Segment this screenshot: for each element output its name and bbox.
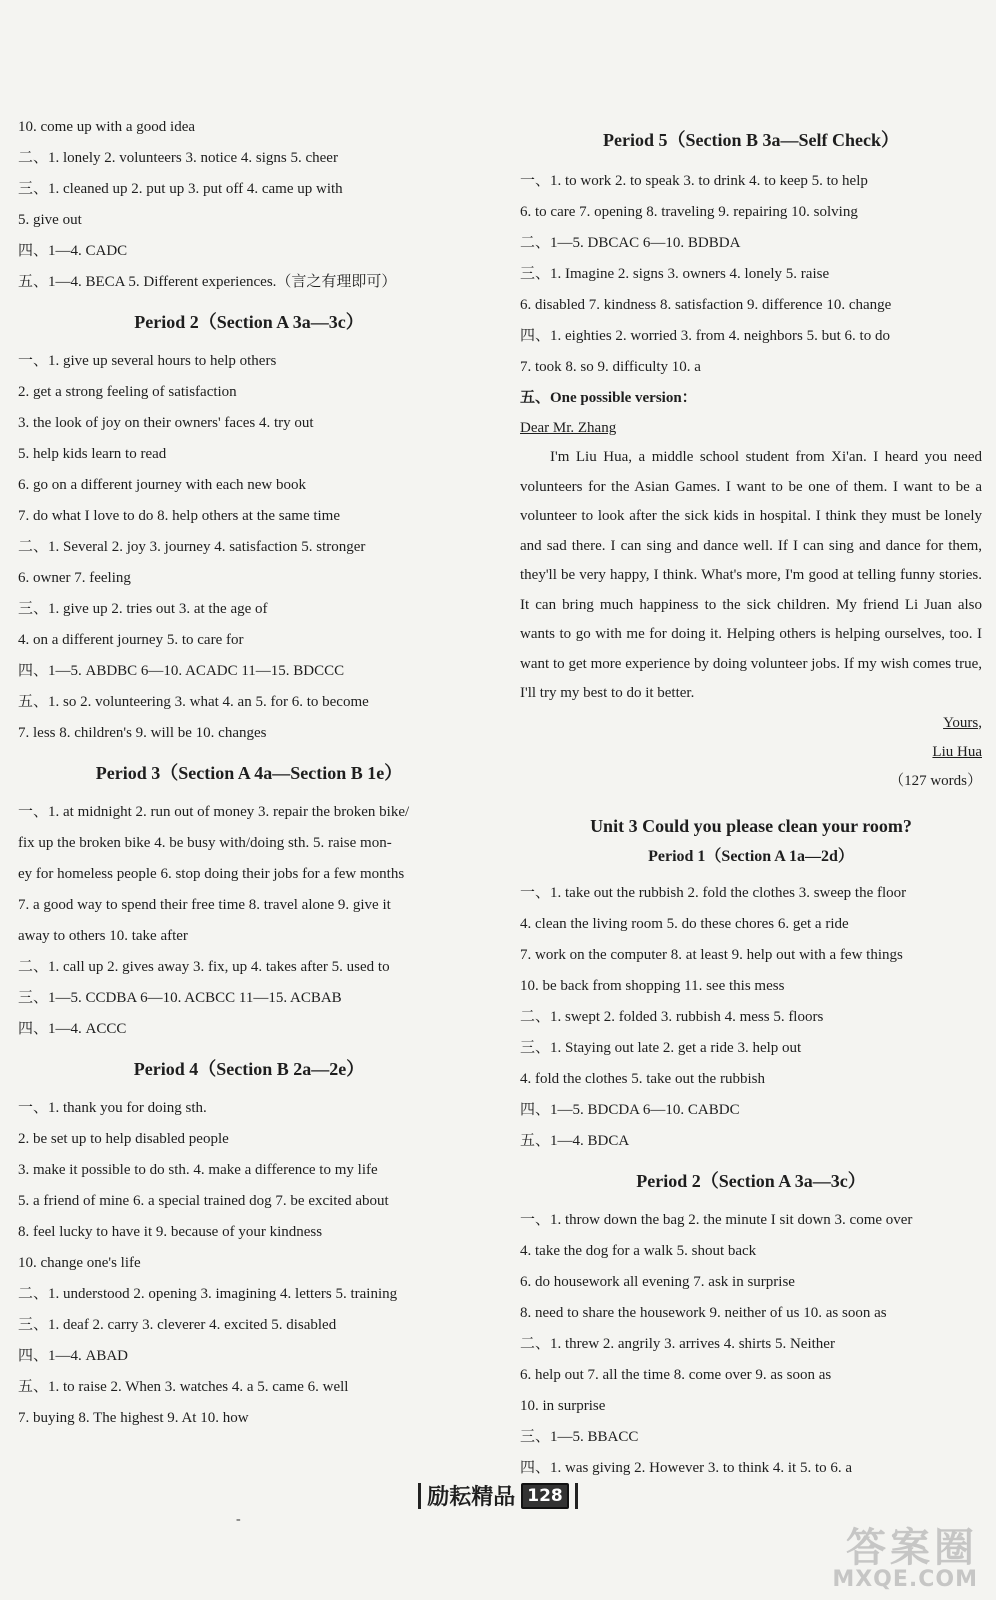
answer-line: 一、1. thank you for doing sth. bbox=[18, 1100, 207, 1116]
answer-line: 三、1. Imagine 2. signs 3. owners 4. lonely 5. raise bbox=[520, 266, 830, 282]
period3-block bbox=[18, 797, 480, 1045]
answer-line: 5. give out bbox=[18, 212, 82, 228]
answer-line: 7. buying 8. The highest 9. At 10. how bbox=[18, 1410, 249, 1426]
answer-line: 7. a good way to spend their free time 8. travel alone 9. give it bbox=[18, 897, 391, 913]
answer-line: 6. go on a different journey with each new book bbox=[18, 477, 306, 493]
answer-line: 三、1. deaf 2. carry 3. cleverer 4. excited 5. disabled bbox=[18, 1317, 337, 1333]
answer-line: 3. make it possible to do sth. 4. make a difference to my life bbox=[18, 1162, 378, 1178]
period2-block bbox=[18, 346, 480, 749]
answer-line: 4. clean the living room 5. do these chores 6. get a ride bbox=[520, 915, 849, 932]
version-label: 五、One possible version： bbox=[520, 390, 697, 406]
period4-heading: Period 4（Section B 2a—2e） bbox=[133, 1059, 365, 1079]
answer-line: ey for homeless people 6. stop doing their jobs for a few months bbox=[18, 866, 405, 882]
answer-line: 一、1. at midnight 2. run out of money 3. repair the broken bike/ bbox=[18, 804, 410, 820]
right-column bbox=[520, 118, 982, 1484]
answer-line: 6. to care 7. opening 8. traveling 9. repairing 10. solving bbox=[520, 204, 858, 220]
answer-line: 三、1. give up 2. tries out 3. at the age of bbox=[18, 601, 268, 617]
block1 bbox=[18, 112, 480, 298]
answer-line: 4. on a different journey 5. to care for bbox=[18, 632, 244, 648]
letter-body bbox=[520, 443, 982, 709]
period4-block bbox=[18, 1093, 480, 1434]
answer-line: 四、1—4. ABAD bbox=[18, 1348, 129, 1364]
answer-line: 7. took 8. so 9. difficulty 10. a bbox=[520, 359, 701, 375]
divider bbox=[575, 1483, 578, 1509]
answer-line: 7. work on the computer 8. at least 9. help out with a few things bbox=[520, 946, 903, 963]
closing-text: Yours, bbox=[943, 714, 982, 731]
word-count: （127 words） bbox=[889, 772, 982, 789]
answer-line: 6. disabled 7. kindness 8. satisfaction 9. difference 10. change bbox=[520, 297, 892, 313]
footer-dash: - bbox=[236, 1512, 241, 1527]
answer-line: 7. less 8. children's 9. will be 10. changes bbox=[18, 725, 267, 741]
period2-heading: Period 2（Section A 3a—3c） bbox=[134, 312, 364, 332]
answer-line: 四、1. was giving 2. However 3. to think 4. it 5. to 6. a bbox=[520, 1459, 853, 1476]
answer-line: 6. do housework all evening 7. ask in surprise bbox=[520, 1273, 795, 1290]
answer-line: fix up the broken bike 4. be busy with/doing sth. 5. raise mon- bbox=[18, 835, 392, 851]
divider bbox=[418, 1483, 421, 1509]
answer-line: 四、1—4. CADC bbox=[18, 243, 128, 259]
signature-text: Liu Hua bbox=[932, 743, 982, 760]
answer-line: 10. come up with a good idea bbox=[18, 119, 196, 135]
answer-line: 一、1. give up several hours to help others bbox=[18, 353, 277, 369]
watermark-cn: 答案圈 bbox=[846, 1525, 978, 1571]
answer-line: 五、1. so 2. volunteering 3. what 4. an 5. for 6. to become bbox=[18, 694, 369, 710]
answer-line: 五、1—4. BECA 5. Different experiences.（言之有理即可） bbox=[18, 274, 397, 290]
letter-greeting: Dear Mr. Zhang bbox=[520, 420, 617, 436]
answer-line: 二、1. threw 2. angrily 3. arrives 4. shirts 5. Neither bbox=[520, 1335, 835, 1352]
answer-line: 4. take the dog for a walk 5. shout back bbox=[520, 1242, 757, 1259]
page-footer bbox=[0, 1480, 996, 1514]
left-column bbox=[18, 112, 480, 1434]
watermark-en: MXQE.COM bbox=[832, 1567, 978, 1592]
answer-line: 一、1. throw down the bag 2. the minute I sit down 3. come over bbox=[520, 1211, 913, 1228]
answer-line: 一、1. to work 2. to speak 3. to drink 4. to keep 5. to help bbox=[520, 173, 868, 189]
unit3-period1-block bbox=[520, 878, 982, 1157]
letter-paragraph: I'm Liu Hua, a middle school student from Xi'an. I heard you need volunteers for the Asian Games. I want to be one of them. I want to be a volunteer to look after the sick kids in hospital. I think they must be lonely and sad there. I can sing and dance well. If I can sing and dance for them, they'll be very happy, I think. What's more, I'm good at telling funny stories. It can bring much happiness to the sick children. My friend Li Juan also wants to go with me for doing it. Helping others is helping ourselves, too. I want to get more experience by doing volunteer jobs. If my wish comes true, I'll try my best to do it better. bbox=[520, 449, 982, 701]
answer-line: 五、1—4. BDCA bbox=[520, 1132, 630, 1149]
answer-line: 一、1. take out the rubbish 2. fold the clothes 3. sweep the floor bbox=[520, 884, 907, 901]
period3-heading: Period 3（Section A 4a—Section B 1e） bbox=[95, 763, 403, 783]
answer-line: 二、1. Several 2. joy 3. journey 4. satisfaction 5. stronger bbox=[18, 539, 366, 555]
answer-line: 三、1—5. BBACC bbox=[520, 1428, 639, 1445]
answer-line: 三、1—5. CCDBA 6—10. ACBCC 11—15. ACBAB bbox=[18, 990, 342, 1006]
answer-line: 8. feel lucky to have it 9. because of your kindness bbox=[18, 1224, 323, 1240]
answer-line: 四、1—5. ABDBC 6—10. ACADC 11—15. BDCCC bbox=[18, 663, 345, 679]
answer-line: 四、1—5. BDCDA 6—10. CABDC bbox=[520, 1101, 740, 1118]
unit3-heading: Unit 3 Could you please clean your room? bbox=[590, 815, 912, 836]
answer-line: 6. help out 7. all the time 8. come over 9. as soon as bbox=[520, 1366, 832, 1383]
page-number: 128 bbox=[521, 1483, 569, 1509]
answer-line: 5. help kids learn to read bbox=[18, 446, 167, 462]
answer-line: 5. a friend of mine 6. a special trained dog 7. be excited about bbox=[18, 1193, 389, 1209]
answer-line: 6. owner 7. feeling bbox=[18, 570, 131, 586]
brand-mark bbox=[418, 1480, 578, 1511]
answer-line: 三、1. Staying out late 2. get a ride 3. help out bbox=[520, 1039, 802, 1056]
answer-line: 二、1. understood 2. opening 3. imagining 4. letters 5. training bbox=[18, 1286, 398, 1302]
unit3-period1-heading: Period 1（Section A 1a—2d） bbox=[648, 847, 854, 865]
answer-line: 2. be set up to help disabled people bbox=[18, 1131, 229, 1147]
answer-line: 10. in surprise bbox=[520, 1397, 606, 1414]
answer-line: away to others 10. take after bbox=[18, 928, 188, 944]
answer-line: 二、1. swept 2. folded 3. rubbish 4. mess 5. floors bbox=[520, 1008, 824, 1025]
answer-line: 2. get a strong feeling of satisfaction bbox=[18, 384, 237, 400]
period5-block bbox=[520, 166, 982, 414]
answer-line: 三、1. cleaned up 2. put up 3. put off 4. came up with bbox=[18, 181, 343, 197]
answer-line: 10. be back from shopping 11. see this mess bbox=[520, 977, 785, 994]
answer-line: 四、1—4. ACCC bbox=[18, 1021, 127, 1037]
answer-line: 8. need to share the housework 9. neither of us 10. as soon as bbox=[520, 1304, 887, 1321]
letter-closing bbox=[520, 709, 982, 738]
answer-line: 二、1—5. DBCAC 6—10. BDBDA bbox=[520, 235, 741, 251]
answer-line: 二、1. lonely 2. volunteers 3. notice 4. signs 5. cheer bbox=[18, 150, 338, 166]
period5-heading: Period 5（Section B 3a—Self Check） bbox=[603, 130, 899, 150]
answer-line: 4. fold the clothes 5. take out the rubbish bbox=[520, 1070, 765, 1087]
unit3-period2-block bbox=[520, 1205, 982, 1484]
answer-line: 3. the look of joy on their owners' faces 4. try out bbox=[18, 415, 314, 431]
letter-signature bbox=[520, 738, 982, 767]
answer-line: 10. change one's life bbox=[18, 1255, 141, 1271]
answer-line: 二、1. call up 2. gives away 3. fix, up 4. takes after 5. used to bbox=[18, 959, 390, 975]
answer-line: 五、1. to raise 2. When 3. watches 4. a 5. came 6. well bbox=[18, 1379, 349, 1395]
answer-line: 7. do what I love to do 8. help others at the same time bbox=[18, 508, 341, 524]
answer-line: 四、1. eighties 2. worried 3. from 4. neighbors 5. but 6. to do bbox=[520, 328, 890, 344]
brand-text: 励耘精品 bbox=[427, 1485, 516, 1510]
unit3-period2-heading: Period 2（Section A 3a—3c） bbox=[636, 1170, 866, 1191]
watermark bbox=[832, 1516, 978, 1592]
